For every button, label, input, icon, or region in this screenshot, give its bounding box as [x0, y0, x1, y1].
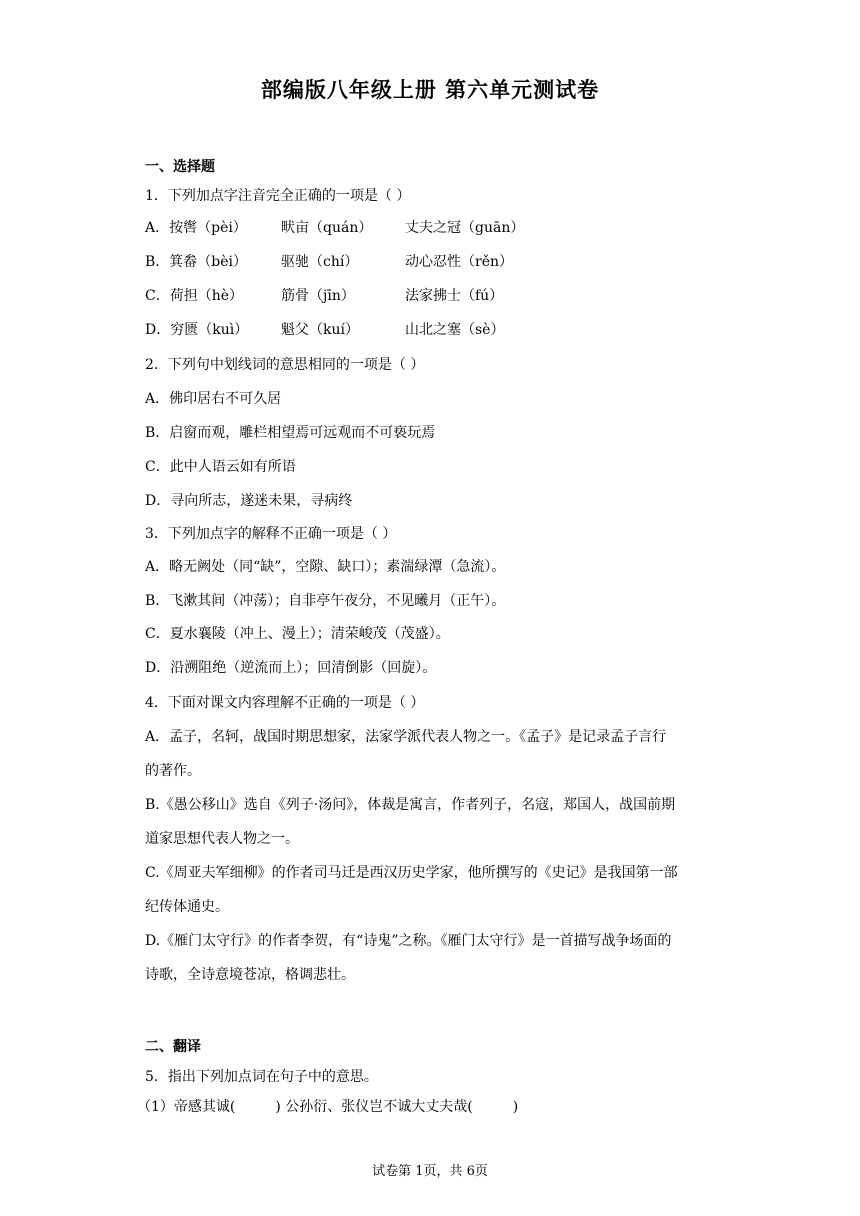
item-text: （1）帝感其诚( [137, 1099, 236, 1115]
question-1-option-c [145, 286, 503, 306]
question-1-option-b [145, 252, 513, 272]
option-part: 法家拂士（fú） [405, 288, 504, 304]
question-2-stem: 2．下列句中划线词的意思相同的一项是（ ） [145, 357, 425, 373]
question-5-stem: 5．指出下列加点词在句子中的意思。 [145, 1069, 378, 1085]
question-3-option-b: B．飞漱其间（冲荡）；自非亭午夜分，不见曦月（正午）。 [145, 593, 506, 609]
question-4-option-b-line2: 道家思想代表人物之一。 [145, 831, 299, 847]
section-heading-choice: 一、选择题 [145, 159, 215, 175]
page-footer: 试卷第 1页，共 6页 [372, 1164, 488, 1179]
question-3-option-a: A．略无阙处（同“缺”，空隙、缺口）；素湍绿潭（急流）。 [145, 559, 506, 575]
page-title: 部编版八年级上册 第六单元测试卷 [260, 77, 600, 102]
question-1-option-a [145, 218, 524, 238]
question-3-stem: 3．下列加点字的解释不正确一项是（ ） [145, 526, 397, 542]
option-part: 丈夫之冠（guān） [405, 220, 525, 236]
question-4-option-b-line1: B.《愚公移山》选自《列子·汤问》，体裁是寓言，作者列子，名寇，郑国人，战国前期 [145, 797, 676, 813]
question-2-option-c: C．此中人语云如有所语 [145, 459, 296, 475]
option-part: 畎亩（quán） [281, 220, 373, 236]
item-text: ) [512, 1099, 519, 1115]
question-4-option-d-line2: 诗歌，全诗意境苍凉，格调悲壮。 [145, 967, 355, 983]
option-part: C．荷担（hè） [145, 288, 244, 304]
option-part: 驱驰（chí） [281, 254, 359, 270]
question-5-item-1 [137, 1097, 518, 1117]
option-part: 山北之塞（sè） [405, 322, 505, 338]
option-part: B．箕畚（bèi） [145, 254, 248, 270]
question-2-option-d: D．寻向所志，遂迷未果，寻病终 [145, 493, 353, 509]
question-3-option-c: C．夏水襄陵（冲上、漫上）；清荣峻茂（茂盛）。 [145, 626, 450, 642]
item-text: ) 公孙衍、张仪岂不诚大丈夫哉( [275, 1099, 473, 1115]
question-4-option-d-line1: D.《雁门太守行》的作者李贺，有“诗鬼”之称。《雁门太守行》是一首描写战争场面的 [145, 933, 672, 949]
option-part: 魁父（kuí） [281, 322, 359, 338]
option-part: 动心忍性（rěn） [405, 254, 513, 270]
question-4-option-a-line1: A．孟子，名轲，战国时期思想家，法家学派代表人物之一。《孟子》是记录孟子言行 [145, 729, 667, 745]
question-4-option-c-line1: C.《周亚夫军细柳》的作者司马迁是西汉历史学家，他所撰写的《史记》是我国第一部 [145, 865, 678, 881]
option-part: D．穷匮（kuì） [145, 322, 249, 338]
question-1-stem: 1．下列加点字注音完全正确的一项是（ ） [145, 188, 411, 204]
question-3-option-d: D．沿溯阻绝（逆流而上）；回清倒影（回旋）。 [145, 660, 437, 676]
question-4-option-a-line2: 的著作。 [145, 763, 201, 779]
question-1-option-d [145, 320, 504, 340]
option-part: A．按辔（pèi） [145, 220, 247, 236]
question-2-option-b: B．启窗而观，雕栏相望焉可远观而不可亵玩焉 [145, 425, 436, 441]
question-4-stem: 4．下面对课文内容理解不正确的一项是（ ） [145, 695, 425, 711]
question-2-option-a: A．佛印居右不可久居 [145, 391, 282, 407]
section-heading-translation: 二、翻译 [145, 1039, 201, 1055]
question-4-option-c-line2: 纪传体通史。 [145, 899, 229, 915]
option-part: 筋骨（jīn） [281, 288, 355, 304]
